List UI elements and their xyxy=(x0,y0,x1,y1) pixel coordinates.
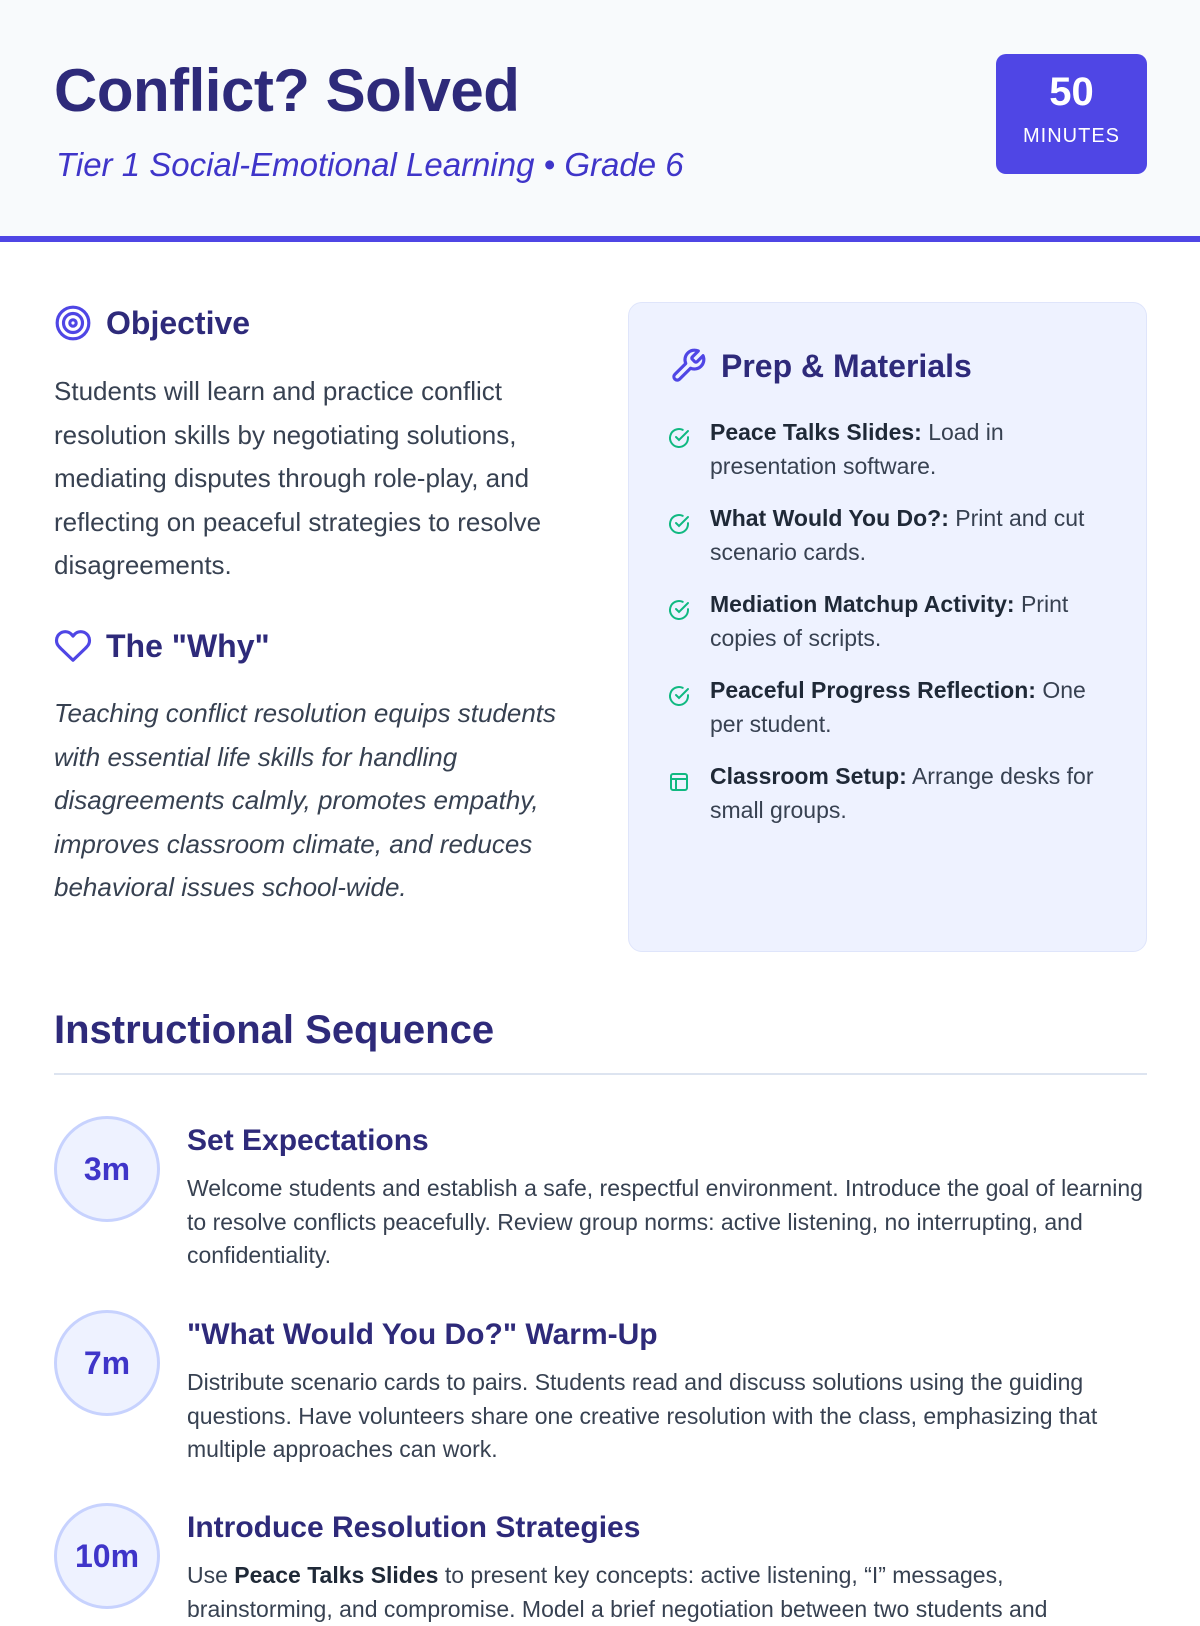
prep-item-text: What Would You Do?: Print and cut scenario cards. xyxy=(710,505,1085,565)
objective-heading xyxy=(54,304,250,342)
material-reference: Peace Talks Slides xyxy=(234,1562,439,1588)
step-title: Introduce Resolution Strategies xyxy=(187,1511,641,1544)
objective-text: Students will learn and practice conflict resolution skills by negotiating solutions, mediating disputes through role-play, and reflecting on peaceful strategies to resolve disagreements. xyxy=(54,376,542,580)
lesson-title: Conflict? Solved xyxy=(54,57,520,124)
why-text: Teaching conflict resolution equips students with essential life skills for handling disagreements calmly, promotes empathy, improves classroom climate, and reduces behavioral issues school-wide. xyxy=(54,698,557,902)
prep-list xyxy=(667,415,1117,845)
prep-item-reflection xyxy=(667,673,1117,741)
wrench-icon xyxy=(669,347,707,385)
heart-icon xyxy=(54,627,92,665)
prep-item-text: Peace Talks Slides: Load in presentation software. xyxy=(710,419,1004,479)
check-circle-icon xyxy=(667,512,693,569)
step-title: "What Would You Do?" Warm-Up xyxy=(187,1318,658,1351)
step-time-badge: 7m xyxy=(54,1310,160,1416)
why-heading xyxy=(54,627,270,665)
step-description: Welcome students and establish a safe, respectful environment. Introduce the goal of learning to resolve conflicts peacefully. Review group norms: active listening, no interrupting, and confidentiality. xyxy=(187,1175,1143,1268)
step-time-badge: 3m xyxy=(54,1116,160,1222)
duration-badge xyxy=(996,54,1147,174)
prep-item-mediation-scripts xyxy=(667,587,1117,655)
prep-heading-label: Prep & Materials xyxy=(721,347,972,384)
check-circle-icon xyxy=(667,598,693,655)
prep-item-text: Mediation Matchup Activity: Print copies of scripts. xyxy=(710,591,1069,651)
objective-heading-label: Objective xyxy=(106,304,251,341)
check-circle-icon xyxy=(667,684,693,741)
step-title: Set Expectations xyxy=(187,1124,429,1157)
prep-heading xyxy=(669,347,972,385)
duration-unit: MINUTES xyxy=(1023,125,1120,147)
duration-value: 50 xyxy=(1049,70,1094,114)
prep-item-classroom-setup xyxy=(667,759,1117,827)
step-time-badge: 10m xyxy=(54,1503,160,1609)
prep-item-scenario-cards xyxy=(667,501,1117,569)
lesson-header xyxy=(0,0,1200,242)
step-description: Use Peace Talks Slides to present key concepts: active listening, “I” messages, brainstorming, and compromise. Model a brief negotiation between two students and xyxy=(187,1562,1048,1622)
prep-item-slides xyxy=(667,415,1117,483)
layout-icon xyxy=(667,770,693,827)
step-description: Distribute scenario cards to pairs. Students read and discuss solutions using the guiding questions. Have volunteers share one creative resolution with the class, emphasizing that multiple approaches can work. xyxy=(187,1369,1098,1462)
prep-materials-card xyxy=(628,302,1147,952)
check-circle-icon xyxy=(667,426,693,483)
prep-item-text: Peaceful Progress Reflection: One per student. xyxy=(710,677,1086,737)
why-heading-label: The "Why" xyxy=(106,627,270,664)
target-icon xyxy=(54,304,92,342)
lesson-subtitle: Tier 1 Social-Emotional Learning • Grade 6 xyxy=(56,146,684,183)
sequence-heading: Instructional Sequence xyxy=(54,1008,495,1052)
prep-item-text: Classroom Setup: Arrange desks for small groups. xyxy=(710,763,1094,823)
sequence-divider xyxy=(54,1073,1147,1075)
